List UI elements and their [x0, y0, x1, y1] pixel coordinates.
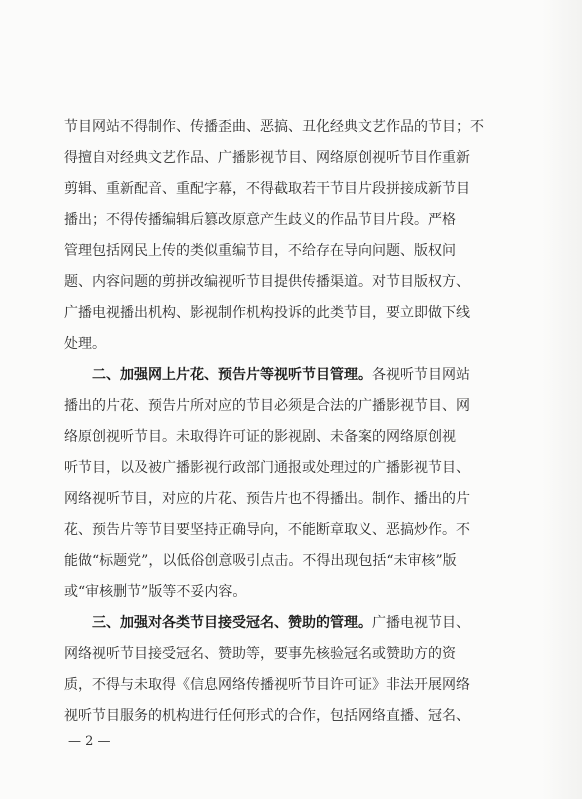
paragraph2-line: 能做“标题党”，以低俗创意吸引点击。不得出现包括“未审核”版 [64, 553, 457, 569]
paragraph3-line: 质，不得与未取得《信息网络传播视听节目许可证》非法开展网络 [64, 677, 470, 693]
document-body [64, 112, 524, 732]
section-heading-3: 三、加强对各类节目接受冠名、赞助的管理。 [92, 615, 372, 631]
paragraph3-line: 视听节目服务的机构进行任何形式的合作，包括网络直播、冠名、 [64, 708, 470, 724]
paragraph1-line: 剪辑、重新配音、重配字幕，不得截取若干节目片段拼接成新节目 [64, 181, 470, 197]
paragraph1-line: 广播电视播出机构、影视制作机构投诉的此类节目，要立即做下线 [64, 305, 470, 321]
paragraph2-line: 听节目，以及被广播影视行政部门通报或处理过的广播影视节目、 [64, 460, 470, 476]
paragraph1-line: 处理。 [64, 336, 106, 352]
section-heading-2: 二、加强网上片花、预告片等视听节目管理。 [92, 367, 372, 383]
paragraph2-first-line [64, 360, 524, 391]
paragraph1-line: 题、内容问题的剪拼改编视听节目提供传播渠道。对节目版权方、 [64, 274, 470, 290]
paragraph2-line: 网络视听节目，对应的片花、预告片也不得播出。制作、播出的片 [64, 491, 470, 507]
paragraph1-line: 得擅自对经典文艺作品、广播影视节目、网络原创视听节目作重新 [64, 150, 470, 166]
paragraph1-line: 管理包括网民上传的类似重编节目，不给存在导向问题、版权问 [64, 243, 456, 259]
paragraph2-line: 络原创视听节目。未取得许可证的影视剧、未备案的网络原创视 [64, 429, 456, 445]
page-number: — 2 — [68, 734, 111, 749]
paragraph3-first-line [64, 608, 524, 639]
paragraph2-line: 花、预告片等节目要坚持正确导向，不能断章取义、恶搞炒作。不 [64, 522, 470, 538]
paragraph1-line: 播出；不得传播编辑后篡改原意产生歧义的作品节目片段。严格 [64, 212, 456, 228]
paragraph2-line: 或“审核删节”版等不妥内容。 [64, 584, 247, 600]
paragraph2-first-line-text: 各视听节目网站 [372, 367, 470, 383]
paragraph3-first-line-text: 广播电视节目、 [372, 615, 470, 631]
paragraph2-line: 播出的片花、预告片所对应的节目必须是合法的广播影视节目、网 [64, 398, 470, 414]
paragraph3-line: 网络视听节目接受冠名、赞助等，要事先核验冠名或赞助方的资 [64, 646, 456, 662]
paragraph1-line: 节目网站不得制作、传播歪曲、恶搞、丑化经典文艺作品的节目；不 [64, 119, 484, 135]
page-shadow [542, 0, 582, 799]
